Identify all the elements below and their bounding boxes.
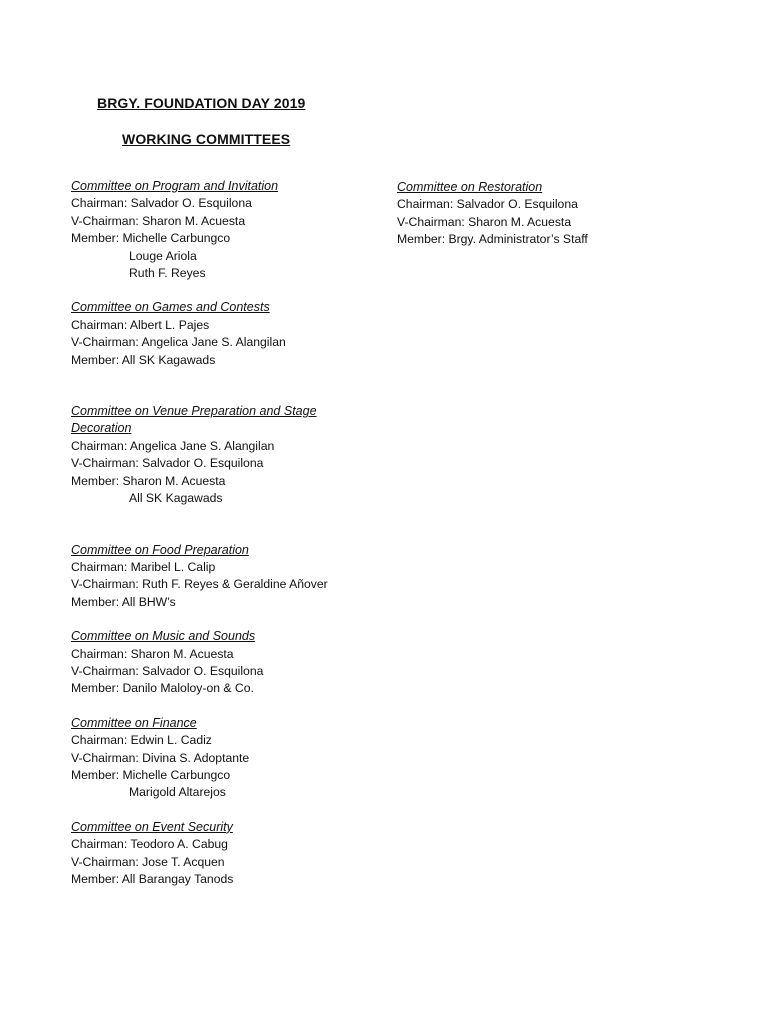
document-title: BRGY. FOUNDATION DAY 2019 xyxy=(97,95,306,111)
vice-chairman-line: V-Chairman: Angelica Jane S. Alangilan xyxy=(71,335,286,350)
committee-finance xyxy=(71,715,391,802)
member-continuation: Ruth F. Reyes xyxy=(129,266,206,281)
member-line: Member: Michelle Carbungco xyxy=(71,767,231,782)
member-line: Member: All BHW’s xyxy=(71,594,176,609)
document-subtitle: WORKING COMMITTEES xyxy=(122,131,291,147)
committee-title: Committee on Event Security xyxy=(71,819,233,834)
member-line: Member: Michelle Carbungco xyxy=(71,231,231,246)
chairman-line: Chairman: Teodoro A. Cabug xyxy=(71,837,228,852)
chairman-line: Chairman: Maribel L. Calip xyxy=(71,559,216,574)
committee-title: Committee on Finance xyxy=(71,715,197,730)
chairman-line: Chairman: Edwin L. Cadiz xyxy=(71,733,212,748)
committee-title: Committee on Restoration xyxy=(397,180,543,194)
vice-chairman-line: V-Chairman: Sharon M. Acuesta xyxy=(397,214,572,229)
member-line: Member: All SK Kagawads xyxy=(71,352,216,367)
member-line: Member: Sharon M. Acuesta xyxy=(71,473,226,488)
committee-restoration xyxy=(397,179,717,249)
committee-venue-stage xyxy=(71,403,391,507)
left-committee-column xyxy=(71,178,391,888)
committee-music-sounds xyxy=(71,628,391,698)
committee-program-invitation xyxy=(71,178,391,282)
chairman-line: Chairman: Salvador O. Esquilona xyxy=(397,197,578,212)
member-continuation: All SK Kagawads xyxy=(129,491,223,506)
member-line: Member: Brgy. Administrator’s Staff xyxy=(397,232,588,247)
committee-games-contests xyxy=(71,299,391,369)
chairman-line: Chairman: Salvador O. Esquilona xyxy=(71,196,252,211)
committee-title: Committee on Venue Preparation and Stage Decoration xyxy=(71,404,317,436)
member-line: Member: Danilo Maloloy-on & Co. xyxy=(71,681,254,696)
vice-chairman-line: V-Chairman: Sharon M. Acuesta xyxy=(71,213,246,228)
chairman-line: Chairman: Angelica Jane S. Alangilan xyxy=(71,438,275,453)
committee-title: Committee on Music and Sounds xyxy=(71,629,256,644)
committee-title: Committee on Program and Invitation xyxy=(71,179,279,193)
committee-title: Committee on Games and Contests xyxy=(71,300,270,315)
vice-chairman-line: V-Chairman: Divina S. Adoptante xyxy=(71,750,250,765)
vice-chairman-line: V-Chairman: Jose T. Acquen xyxy=(71,854,225,869)
vice-chairman-line: V-Chairman: Salvador O. Esquilona xyxy=(71,663,264,678)
committee-food-preparation xyxy=(71,542,391,612)
vice-chairman-line: V-Chairman: Salvador O. Esquilona xyxy=(71,456,264,471)
committee-event-security xyxy=(71,819,391,889)
member-continuation: Louge Ariola xyxy=(129,248,197,263)
chairman-line: Chairman: Sharon M. Acuesta xyxy=(71,646,234,661)
vice-chairman-line: V-Chairman: Ruth F. Reyes & Geraldine Añover xyxy=(71,577,328,592)
right-committee-column xyxy=(397,179,717,249)
member-line: Member: All Barangay Tanods xyxy=(71,872,234,886)
committee-title: Committee on Food Preparation xyxy=(71,542,249,557)
chairman-line: Chairman: Albert L. Pajes xyxy=(71,317,210,332)
member-continuation: Marigold Altarejos xyxy=(129,785,226,800)
